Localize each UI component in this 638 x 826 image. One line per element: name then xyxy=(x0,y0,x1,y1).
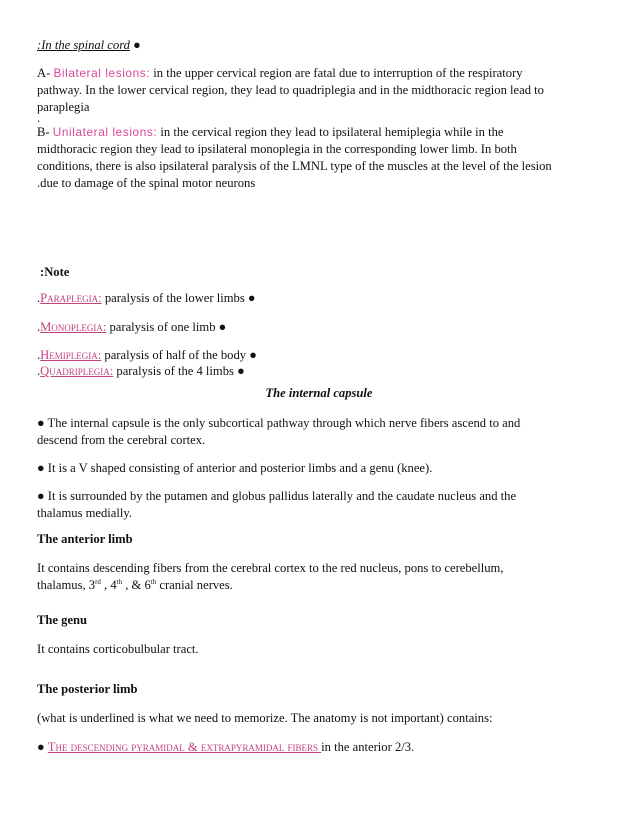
posterior-limb-intro: (what is underlined is what we need to memorize. The anatomy is not important) contains: xyxy=(37,711,493,725)
note-item-text: paralysis of half of the body ● xyxy=(101,348,257,362)
note-item-dot: . xyxy=(37,320,41,334)
genu-heading: The genu xyxy=(37,613,88,627)
paraplegia-term: Paraplegia: xyxy=(40,291,102,305)
heading-text: :In the spinal cord xyxy=(37,38,130,52)
posterior-item-text: in the anterior 2/3. xyxy=(321,740,415,754)
note-item-hemiplegia xyxy=(37,347,257,364)
anterior-text-b: , 4 xyxy=(100,578,117,592)
paragraph-b-line-1 xyxy=(37,124,503,141)
capsule-paragraph-1-line-1: ● The internal capsule is the only subcortical pathway through which nerve fibers ascend to and xyxy=(37,416,521,430)
note-item-text: paralysis of the lower limbs ● xyxy=(101,291,256,305)
note-item-dot: . xyxy=(37,348,41,362)
posterior-limb-item xyxy=(37,739,414,756)
paragraph-a-line-3: paraplegia xyxy=(37,100,90,114)
superscript-th: th xyxy=(150,577,157,586)
unilateral-lesions-term: Unilateral lesions: xyxy=(52,125,158,139)
monoplegia-term: Monoplegia: xyxy=(40,320,107,334)
anterior-text-c: , & 6 xyxy=(122,578,151,592)
paragraph-b-line-3: conditions, there is also ipsilateral paralysis of the LMNL type of the muscles at the level of the lesion xyxy=(37,159,552,173)
note-item-quadriplegia xyxy=(37,363,245,380)
capsule-paragraph-2: ● It is a V shaped consisting of anterior and posterior limbs and a genu (knee). xyxy=(37,461,433,475)
genu-text: It contains corticobulbular tract. xyxy=(37,642,199,656)
note-heading: :Note xyxy=(40,265,70,279)
note-item-dot: . xyxy=(37,291,41,305)
hemiplegia-term: Hemiplegia: xyxy=(40,348,102,362)
anterior-limb-line-1: It contains descending fibers from the cerebral cortex to the red nucleus, pons to cerebellum, xyxy=(37,561,504,575)
anterior-text-a: thalamus, 3 xyxy=(37,578,96,592)
internal-capsule-title: The internal capsule xyxy=(265,386,373,400)
paragraph-a-line-1 xyxy=(37,65,523,82)
anterior-limb-heading: The anterior limb xyxy=(37,532,133,546)
note-item-monoplegia xyxy=(37,319,226,336)
bullet: ● xyxy=(37,740,48,754)
quadriplegia-term: Quadriplegia: xyxy=(40,364,114,378)
anterior-text-d: cranial nerves. xyxy=(156,578,233,592)
capsule-paragraph-1-line-2: descend from the cerebral cortex. xyxy=(37,433,206,447)
superscript-th: th xyxy=(116,577,123,586)
note-item-paraplegia xyxy=(37,290,255,307)
paragraph-b-line-2: midthoracic region they lead to ipsilateral monoplegia in the corresponding lower limb. In both xyxy=(37,142,517,156)
note-item-dot: . xyxy=(37,364,41,378)
note-item-text: paralysis of one limb ● xyxy=(106,320,227,334)
note-item-text: paralysis of the 4 limbs ● xyxy=(113,364,245,378)
paragraph-b-line-4: .due to damage of the spinal motor neurons xyxy=(37,176,256,190)
capsule-paragraph-3-line-2: thalamus medially. xyxy=(37,506,133,520)
paragraph-a-line-2: pathway. In the lower cervical region, they lead to quadriplegia and in the midthoracic region lead to xyxy=(37,83,544,97)
superscript-rd: rd xyxy=(95,577,101,586)
paragraph-a-text: in the upper cervical region are fatal due to interruption of the respiratory xyxy=(150,66,523,80)
capsule-paragraph-3-line-1: ● It is surrounded by the putamen and globus pallidus laterally and the caudate nucleus and the xyxy=(37,489,517,503)
section-heading-spinal-cord xyxy=(37,37,141,54)
anterior-limb-line-2 xyxy=(37,577,233,594)
paragraph-a-prefix: A- xyxy=(37,66,54,80)
paragraph-b-prefix: B- xyxy=(37,125,53,139)
bullet: ● xyxy=(133,38,141,52)
bilateral-lesions-term: Bilateral lesions: xyxy=(53,66,151,80)
descending-fibers-term: The descending pyramidal & extrapyramidal fibers xyxy=(47,740,322,754)
paragraph-b-text: in the cervical region they lead to ipsilateral hemiplegia while in the xyxy=(157,125,504,139)
separator-dot: . xyxy=(37,111,41,125)
posterior-limb-heading: The posterior limb xyxy=(37,682,138,696)
